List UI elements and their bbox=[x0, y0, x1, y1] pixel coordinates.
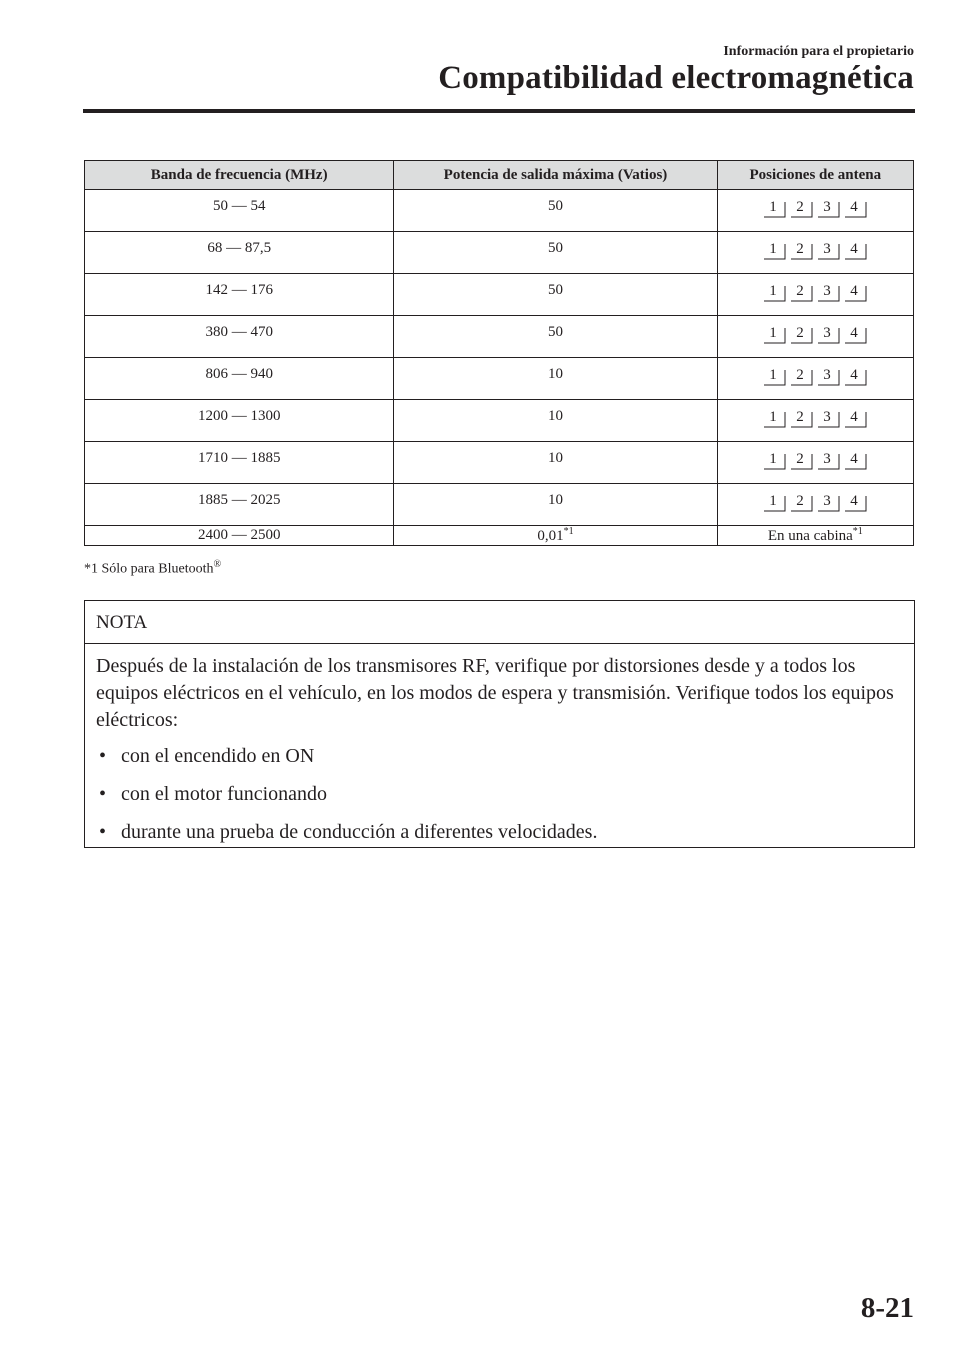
band-cell: 1885 — 2025 bbox=[85, 484, 394, 526]
power-value: 0,01 bbox=[537, 528, 564, 544]
antenna-position-number: 4 bbox=[850, 241, 858, 257]
bullet-icon: • bbox=[99, 783, 107, 805]
antenna-position-icon bbox=[763, 408, 786, 429]
power-cell: 50 bbox=[394, 232, 717, 274]
power-cell: 10 bbox=[394, 358, 717, 400]
antenna-position-icon bbox=[844, 492, 867, 513]
antenna-position-icon bbox=[817, 240, 840, 261]
antenna-positions bbox=[763, 450, 867, 471]
antenna-position-icon bbox=[817, 198, 840, 219]
band-cell: 142 — 176 bbox=[85, 274, 394, 316]
frequency-table bbox=[84, 160, 914, 546]
antenna-position-icon bbox=[817, 408, 840, 429]
antenna-cell bbox=[717, 526, 913, 546]
antenna-position-number: 2 bbox=[796, 325, 804, 341]
antenna-position-number: 2 bbox=[796, 367, 804, 383]
antenna-position-number: 2 bbox=[796, 451, 804, 467]
antenna-position-number: 1 bbox=[769, 451, 777, 467]
antenna-position-number: 2 bbox=[796, 493, 804, 509]
antenna-position-icon bbox=[790, 492, 813, 513]
antenna-position-icon bbox=[844, 240, 867, 261]
list-item-text: con el motor funcionando bbox=[121, 783, 328, 805]
antenna-position-number: 4 bbox=[850, 199, 858, 215]
table-row bbox=[85, 484, 914, 526]
antenna-positions bbox=[763, 492, 867, 513]
antenna-text: En una cabina bbox=[767, 528, 853, 544]
antenna-position-number: 1 bbox=[769, 367, 777, 383]
table-row bbox=[85, 358, 914, 400]
table-row bbox=[85, 400, 914, 442]
table-row bbox=[85, 190, 914, 232]
antenna-position-icon bbox=[790, 366, 813, 387]
antenna-position-icon bbox=[763, 324, 786, 345]
antenna-position-icon bbox=[790, 240, 813, 261]
list-item-text: durante una prueba de conducción a diferentes velocidades. bbox=[121, 821, 598, 843]
antenna-position-number: 4 bbox=[850, 367, 858, 383]
header-power: Potencia de salida máxima (Vatios) bbox=[394, 161, 717, 190]
antenna-position-icon bbox=[790, 408, 813, 429]
header-antenna: Posiciones de antena bbox=[717, 161, 913, 190]
antenna-position-number: 4 bbox=[850, 283, 858, 299]
antenna-position-icon bbox=[844, 408, 867, 429]
power-cell bbox=[394, 526, 717, 546]
antenna-position-icon bbox=[817, 366, 840, 387]
footnote-mark: *1 bbox=[852, 526, 863, 537]
table-row bbox=[85, 526, 914, 546]
list-item bbox=[96, 743, 900, 770]
table-row bbox=[85, 232, 914, 274]
antenna-position-number: 1 bbox=[769, 241, 777, 257]
antenna-position-number: 2 bbox=[796, 409, 804, 425]
antenna-position-icon bbox=[790, 198, 813, 219]
antenna-position-number: 3 bbox=[823, 367, 831, 383]
antenna-position-icon bbox=[763, 240, 786, 261]
antenna-position-number: 3 bbox=[823, 451, 831, 467]
footnote bbox=[84, 559, 221, 578]
antenna-position-icon bbox=[817, 492, 840, 513]
antenna-positions bbox=[763, 240, 867, 261]
antenna-position-number: 1 bbox=[769, 199, 777, 215]
antenna-cell bbox=[717, 442, 913, 484]
antenna-position-number: 3 bbox=[823, 283, 831, 299]
antenna-position-number: 3 bbox=[823, 241, 831, 257]
page-title: Compatibilidad electromagnética bbox=[438, 60, 914, 96]
table-row bbox=[85, 316, 914, 358]
table-row bbox=[85, 442, 914, 484]
band-cell: 50 — 54 bbox=[85, 190, 394, 232]
antenna-position-number: 2 bbox=[796, 199, 804, 215]
antenna-position-number: 2 bbox=[796, 283, 804, 299]
power-cell: 50 bbox=[394, 274, 717, 316]
registered-mark: ® bbox=[213, 559, 222, 570]
antenna-position-icon bbox=[817, 282, 840, 303]
antenna-position-number: 4 bbox=[850, 409, 858, 425]
antenna-positions bbox=[763, 198, 867, 219]
note-body bbox=[85, 644, 914, 846]
antenna-position-icon bbox=[844, 366, 867, 387]
antenna-positions bbox=[763, 282, 867, 303]
power-cell: 10 bbox=[394, 400, 717, 442]
band-cell: 806 — 940 bbox=[85, 358, 394, 400]
power-cell: 50 bbox=[394, 190, 717, 232]
antenna-position-icon bbox=[763, 492, 786, 513]
table-header-row bbox=[85, 161, 914, 190]
antenna-position-number: 1 bbox=[769, 325, 777, 341]
antenna-position-number: 1 bbox=[769, 283, 777, 299]
note-paragraph: Después de la instalación de los transmisores RF, verifique por distorsiones desde y a todos los equipos eléctricos en el vehículo, en los modos de espera y transmisión. Verifique todos los equipos eléctricos: bbox=[96, 655, 894, 731]
antenna-position-icon bbox=[763, 450, 786, 471]
antenna-position-number: 1 bbox=[769, 409, 777, 425]
list-item bbox=[96, 781, 900, 808]
power-cell: 10 bbox=[394, 484, 717, 526]
note-title: NOTA bbox=[85, 601, 914, 644]
note-box bbox=[84, 600, 915, 848]
footnote-mark: *1 bbox=[563, 526, 574, 537]
table-row bbox=[85, 274, 914, 316]
antenna-cell bbox=[717, 400, 913, 442]
band-cell: 380 — 470 bbox=[85, 316, 394, 358]
list-item-text: con el encendido en ON bbox=[121, 745, 315, 767]
antenna-cell bbox=[717, 316, 913, 358]
antenna-position-number: 4 bbox=[850, 493, 858, 509]
band-cell: 1200 — 1300 bbox=[85, 400, 394, 442]
antenna-positions bbox=[763, 366, 867, 387]
antenna-position-icon bbox=[844, 198, 867, 219]
antenna-position-icon bbox=[790, 282, 813, 303]
bullet-icon: • bbox=[99, 821, 107, 843]
section-label: Información para el propietario bbox=[723, 44, 914, 59]
list-item bbox=[96, 819, 900, 846]
antenna-position-number: 4 bbox=[850, 325, 858, 341]
antenna-position-icon bbox=[817, 324, 840, 345]
antenna-position-icon bbox=[763, 282, 786, 303]
antenna-cell bbox=[717, 484, 913, 526]
antenna-position-icon bbox=[790, 324, 813, 345]
antenna-position-number: 4 bbox=[850, 451, 858, 467]
antenna-cell bbox=[717, 190, 913, 232]
antenna-position-number: 1 bbox=[769, 493, 777, 509]
antenna-position-icon bbox=[763, 198, 786, 219]
antenna-position-icon bbox=[817, 450, 840, 471]
antenna-position-number: 3 bbox=[823, 493, 831, 509]
band-cell: 68 — 87,5 bbox=[85, 232, 394, 274]
footnote-text: *1 Sólo para Bluetooth bbox=[84, 561, 214, 577]
header-band: Banda de frecuencia (MHz) bbox=[85, 161, 394, 190]
antenna-position-number: 3 bbox=[823, 325, 831, 341]
antenna-position-number: 3 bbox=[823, 409, 831, 425]
antenna-cell bbox=[717, 232, 913, 274]
page-number: 8-21 bbox=[860, 1292, 914, 1324]
antenna-position-icon bbox=[763, 366, 786, 387]
antenna-position-icon bbox=[844, 324, 867, 345]
power-cell: 10 bbox=[394, 442, 717, 484]
antenna-cell bbox=[717, 358, 913, 400]
antenna-cell bbox=[717, 274, 913, 316]
antenna-positions bbox=[763, 324, 867, 345]
antenna-position-icon bbox=[790, 450, 813, 471]
antenna-position-number: 2 bbox=[796, 241, 804, 257]
note-list bbox=[96, 743, 900, 846]
antenna-position-icon bbox=[844, 282, 867, 303]
bullet-icon: • bbox=[99, 745, 107, 767]
antenna-positions bbox=[763, 408, 867, 429]
antenna-position-number: 3 bbox=[823, 199, 831, 215]
band-cell: 2400 — 2500 bbox=[85, 526, 394, 546]
power-cell: 50 bbox=[394, 316, 717, 358]
antenna-position-icon bbox=[844, 450, 867, 471]
band-cell: 1710 — 1885 bbox=[85, 442, 394, 484]
header-rule bbox=[83, 109, 915, 113]
